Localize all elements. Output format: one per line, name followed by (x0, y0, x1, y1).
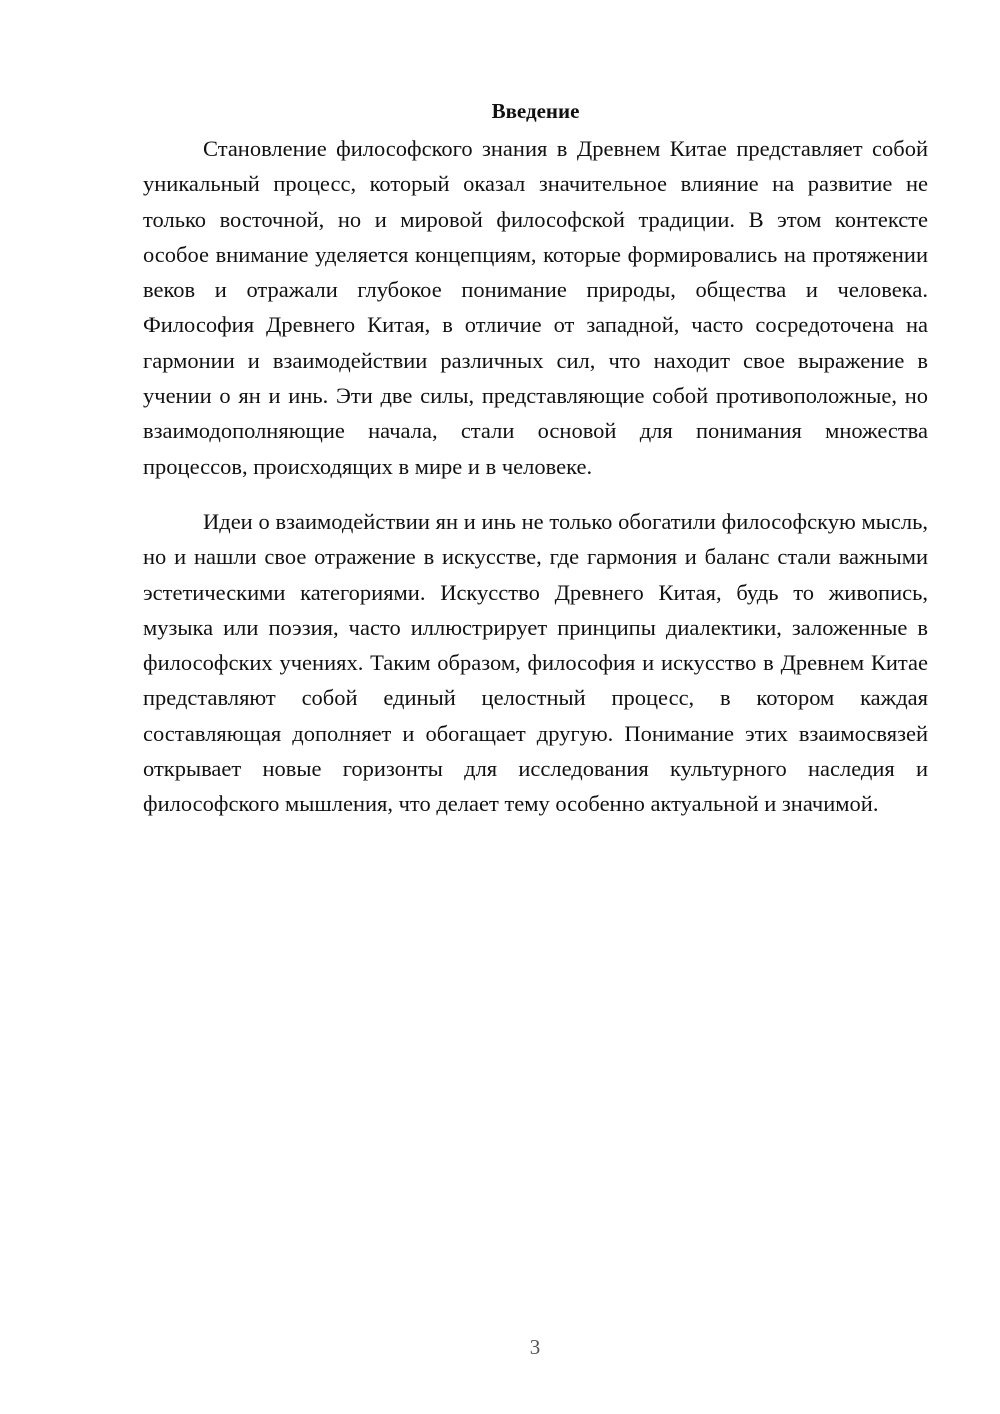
page-content (143, 96, 928, 822)
paragraph-1: Становление философского знания в Древнем Китае представляет собой уникальный процесс, который оказал значительное влияние на развитие не только восточной, но и мировой философской традиции. В этом контексте особое внимание уделяется концепциям, которые формировались на протяжении веков и отражали глубокое понимание природы, общества и человека. Философия Древнего Китая, в отличие от западной, часто сосредоточена на гармонии и взаимодействии различных сил, что находит свое выражение в учении о ян и инь. Эти две силы, представляющие собой противоположные, но взаимодополняющие начала, стали основой для понимания множества процессов, происходящих в мире и в человеке. (143, 136, 928, 479)
paragraph-2: Идеи о взаимодействии ян и инь не только обогатили философскую мысль, но и нашли свое отражение в искусстве, где гармония и баланс стали важными эстетическими категориями. Искусство Древнего Китая, будь то живопись, музыка или поэзия, часто иллюстрирует принципы диалектики, заложенные в философских учениях. Таким образом, философия и искусство в Древнем Китае представляют собой единый целостный процесс, в котором каждая составляющая дополняет и обогащает другую. Понимание этих взаимосвязей открывает новые горизонты для исследования культурного наследия и философского мышления, что делает тему особенно актуальной и значимой. (143, 508, 928, 817)
page-number: 3 (529, 1335, 541, 1359)
section-heading: Введение (491, 99, 580, 123)
